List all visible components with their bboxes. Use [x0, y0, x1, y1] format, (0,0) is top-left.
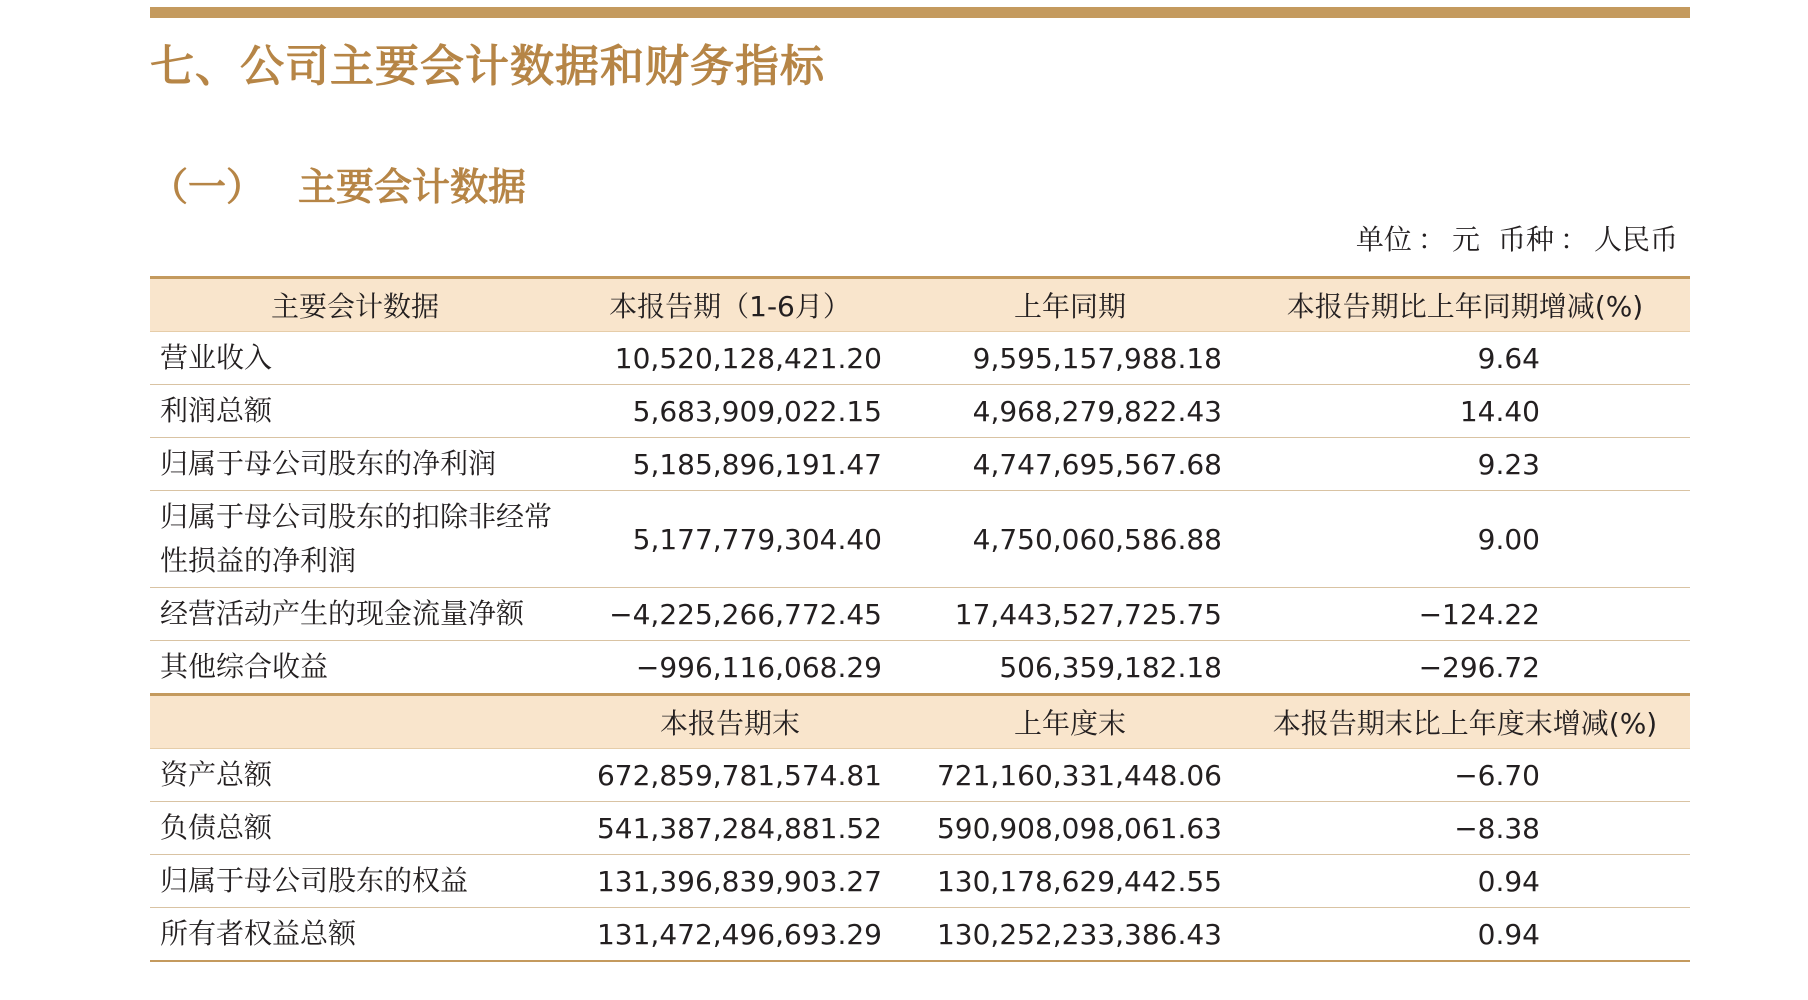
- prior-value: 130,252,233,386.43: [900, 908, 1240, 962]
- change-value: 14.40: [1240, 385, 1690, 438]
- prior-value: 506,359,182.18: [900, 641, 1240, 695]
- unit-separator: ：: [1417, 223, 1446, 256]
- row-label: 其他综合收益: [150, 641, 560, 695]
- prior-value: 4,747,695,567.68: [900, 438, 1240, 491]
- current-value: 131,396,839,903.27: [560, 855, 900, 908]
- column-header: 上年同期: [900, 278, 1240, 332]
- row-label: 归属于母公司股东的扣除非经常性损益的净利润: [150, 491, 560, 588]
- table-row: [150, 749, 1690, 802]
- current-value: 5,683,909,022.15: [560, 385, 900, 438]
- change-value: 0.94: [1240, 908, 1690, 962]
- row-label: 营业收入: [150, 332, 560, 385]
- change-value: 9.00: [1240, 491, 1690, 588]
- unit-line: [1356, 218, 1678, 258]
- page-title: 七、公司主要会计数据和财务指标: [150, 41, 825, 92]
- column-header: 主要会计数据: [150, 278, 560, 332]
- currency-label: 币种: [1497, 223, 1554, 256]
- prior-value: 17,443,527,725.75: [900, 588, 1240, 641]
- prior-value: 9,595,157,988.18: [900, 332, 1240, 385]
- change-value: −6.70: [1240, 749, 1690, 802]
- prior-value: 4,750,060,586.88: [900, 491, 1240, 588]
- prior-value: 130,178,629,442.55: [900, 855, 1240, 908]
- top-rule: [150, 7, 1690, 18]
- prior-value: 590,908,098,061.63: [900, 802, 1240, 855]
- table-row: [150, 588, 1690, 641]
- column-header: 本报告期末比上年度末增减(%): [1240, 695, 1690, 749]
- table-row: [150, 802, 1690, 855]
- current-value: −4,225,266,772.45: [560, 588, 900, 641]
- column-header: 本报告期末: [560, 695, 900, 749]
- change-value: 9.23: [1240, 438, 1690, 491]
- prior-value: 721,160,331,448.06: [900, 749, 1240, 802]
- change-value: 0.94: [1240, 855, 1690, 908]
- row-label: 所有者权益总额: [150, 908, 560, 962]
- change-value: −8.38: [1240, 802, 1690, 855]
- accounting-data-table: [150, 276, 1690, 962]
- table-row: [150, 908, 1690, 962]
- table-header-row: [150, 695, 1690, 749]
- change-value: −124.22: [1240, 588, 1690, 641]
- table-row: [150, 385, 1690, 438]
- unit-label: 单位: [1355, 223, 1412, 256]
- row-label: 归属于母公司股东的权益: [150, 855, 560, 908]
- row-label: 资产总额: [150, 749, 560, 802]
- current-value: 672,859,781,574.81: [560, 749, 900, 802]
- column-header: [150, 695, 560, 749]
- currency-separator: ：: [1559, 223, 1588, 256]
- change-value: −296.72: [1240, 641, 1690, 695]
- current-value: 5,185,896,191.47: [560, 438, 900, 491]
- row-label: 利润总额: [150, 385, 560, 438]
- column-header: 本报告期比上年同期增减(%): [1240, 278, 1690, 332]
- row-label: 负债总额: [150, 802, 560, 855]
- column-header: 上年度末: [900, 695, 1240, 749]
- section-number: （一）: [150, 165, 265, 209]
- table-row: [150, 491, 1690, 588]
- currency-value: 人民币: [1593, 223, 1678, 256]
- row-label: 经营活动产生的现金流量净额: [150, 588, 560, 641]
- section-heading: [150, 156, 526, 211]
- table-row: [150, 332, 1690, 385]
- current-value: 541,387,284,881.52: [560, 802, 900, 855]
- column-header: 本报告期（1-6月）: [560, 278, 900, 332]
- change-value: 9.64: [1240, 332, 1690, 385]
- table-row: [150, 855, 1690, 908]
- current-value: 10,520,128,421.20: [560, 332, 900, 385]
- unit-value: 元: [1451, 223, 1480, 256]
- current-value: −996,116,068.29: [560, 641, 900, 695]
- row-label: 归属于母公司股东的净利润: [150, 438, 560, 491]
- current-value: 131,472,496,693.29: [560, 908, 900, 962]
- section-title: 主要会计数据: [298, 165, 527, 209]
- prior-value: 4,968,279,822.43: [900, 385, 1240, 438]
- table-row: [150, 438, 1690, 491]
- table-header-row: [150, 278, 1690, 332]
- current-value: 5,177,779,304.40: [560, 491, 900, 588]
- table-row: [150, 641, 1690, 695]
